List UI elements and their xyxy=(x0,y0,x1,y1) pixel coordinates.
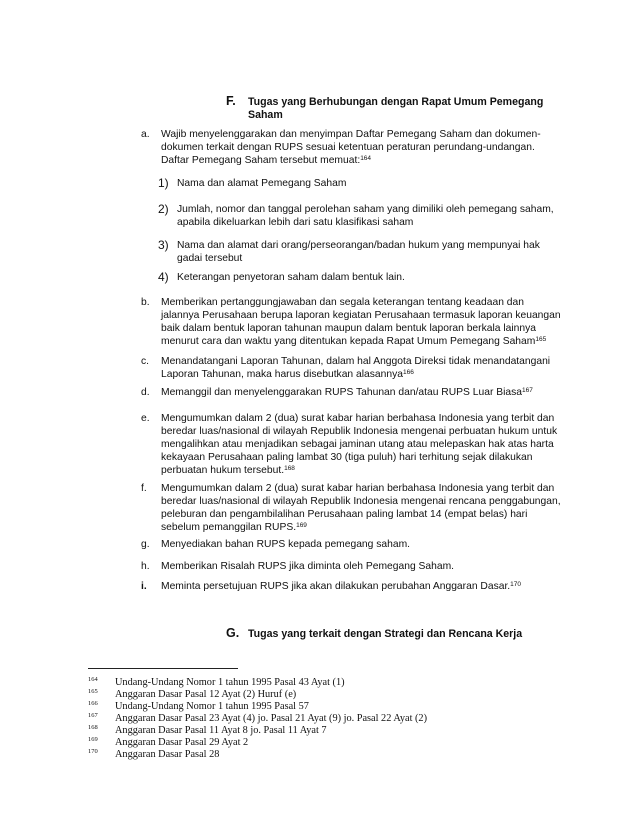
section-f-heading xyxy=(226,95,546,122)
sub-item-1-text: Nama dan alamat Pemegang Saham xyxy=(177,178,347,189)
item-h-label: h. xyxy=(141,561,150,572)
item-h-text: Memberikan Risalah RUPS jika diminta oleh Pemegang Saham. xyxy=(161,561,455,572)
footnote-170-text: Anggaran Dasar Pasal 28 xyxy=(115,749,220,760)
footnote-170-number: 170 xyxy=(88,748,98,755)
footnote-169-text: Anggaran Dasar Pasal 29 Ayat 2 xyxy=(115,737,249,748)
footnote-ref-165: 165 xyxy=(535,336,547,343)
footnote-165-text: Anggaran Dasar Pasal 12 Ayat (2) Huruf (e) xyxy=(115,689,297,700)
item-d-label: d. xyxy=(141,387,150,398)
section-f-title-line2: Saham xyxy=(248,109,283,121)
item-a-label: a. xyxy=(141,129,150,140)
footnote-ref-169: 169 xyxy=(296,522,307,529)
footnote-ref-167: 167 xyxy=(522,387,533,394)
item-e-label: e. xyxy=(141,413,150,424)
item-a-text: Wajib menyelenggarakan dan menyimpan Daftar Pemegang Saham dan dokumen-dokumen terkait dengan RUPS sesuai ketentuan peraturan perundang-undangan. Daftar Pemegang Saham tersebut memuat:$^{164}$ xyxy=(161,129,541,166)
footnote-166-text: Undang-Undang Nomor 1 tahun 1995 Pasal 57 xyxy=(115,701,309,712)
footnote-166-number: 166 xyxy=(88,700,98,707)
footnote-ref-170: 170 xyxy=(510,581,522,588)
footnote-ref-168: 168 xyxy=(284,465,295,472)
footnote-164-text: Undang-Undang Nomor 1 tahun 1995 Pasal 43 Ayat (1) xyxy=(115,677,345,688)
footnote-164-number: 164 xyxy=(88,676,98,683)
footnote-168-text: Anggaran Dasar Pasal 11 Ayat 8 jo. Pasal 11 Ayat 7 xyxy=(115,725,327,736)
footnote-ref-166: 166 xyxy=(402,369,414,376)
footnote-169-number: 169 xyxy=(88,736,98,743)
footnote-167-text: Anggaran Dasar Pasal 23 Ayat (4) jo. Pasal 21 Ayat (9) jo. Pasal 22 Ayat (2) xyxy=(115,713,428,724)
item-f-text: Mengumumkan dalam 2 (dua) surat kabar harian berbahasa Indonesia yang terbit dan beredar luas/nasional di wilayah Republik Indonesia mengenai rencana penggabungan, peleburan dan pengambilalihan Perusahaan paling lambat 14 (empat belas) hari sebelum pemanggilan RUPS.$^{169}$ xyxy=(161,483,561,533)
item-i-label: i. xyxy=(141,581,147,592)
sub-item-4-text: Keterangan penyetoran saham dalam bentuk lain. xyxy=(177,272,405,283)
item-b-text: Memberikan pertanggungjawaban dan segala keterangan tentang keadaan dan jalannya Perusahaan berupa laporan kegiatan Perusahaan termasuk laporan keuangan baik dalam bentuk laporan tahunan maupun dalam bentuk laporan berkala lainnya menurut cara dan waktu yang ditentukan kepada Rapat Umum Pemegang Saham$^{165}$ xyxy=(161,297,561,347)
section-g-heading xyxy=(226,627,556,641)
item-f-label: f. xyxy=(141,483,147,494)
section-f-title-line1: Tugas yang Berhubungan dengan Rapat Umum Pemegang xyxy=(248,96,544,108)
item-g-label: g. xyxy=(141,539,150,550)
sub-item-2-label: 2) xyxy=(158,202,169,216)
sub-item-3-text: Nama dan alamat dari orang/perseorangan/badan hukum yang mempunyai hak gadai tersebut xyxy=(177,240,540,264)
item-b-label: b. xyxy=(141,297,150,308)
section-g-letter: G. xyxy=(226,626,240,640)
footnote-165-number: 165 xyxy=(88,688,98,695)
item-e-text: Mengumumkan dalam 2 (dua) surat kabar harian berbahasa Indonesia yang terbit dan beredar luas/nasional di wilayah Republik Indonesia mengenai perbuatan hukum untuk mengalihkan atau menjadikan sebagai jaminan utang atau melepaskan hak atas harta kekayaan Perusahaan paling lambat 30 (tiga puluh) hari terhitung sejak dilakukan perbuatan hukum tersebut.$^{168}$ xyxy=(161,413,558,476)
section-f-letter: F. xyxy=(226,94,236,108)
sub-item-4-label: 4) xyxy=(158,270,169,284)
section-g-title: Tugas yang terkait dengan Strategi dan Rencana Kerja xyxy=(248,628,523,640)
sub-item-3-label: 3) xyxy=(158,238,169,252)
item-c-text: Menandatangani Laporan Tahunan, dalam hal Anggota Direksi tidak menandatangani Laporan Tahunan, maka harus disebutkan alasannya$^{166}$ xyxy=(161,356,551,380)
item-g-text: Menyediakan bahan RUPS kepada pemegang saham. xyxy=(161,539,411,550)
footnote-ref-164: 164 xyxy=(360,155,372,162)
item-c-label: c. xyxy=(141,356,150,367)
sub-item-2-text: Jumlah, nomor dan tanggal perolehan saham yang dimiliki oleh pemegang saham, apabila dikeluarkan lebih dari satu klasifikasi saham xyxy=(177,204,554,228)
item-d-text: Memanggil dan menyelenggarakan RUPS Tahunan dan/atau RUPS Luar Biasa$^{167}$ xyxy=(161,387,533,398)
footnote-separator xyxy=(88,668,238,669)
footnote-167-number: 167 xyxy=(88,712,98,719)
footnote-168-number: 168 xyxy=(88,724,98,731)
sub-item-1-label: 1) xyxy=(158,176,169,190)
item-i-text: Meminta persetujuan RUPS jika akan dilakukan perubahan Anggaran Dasar.$^{170}$ xyxy=(161,581,522,592)
